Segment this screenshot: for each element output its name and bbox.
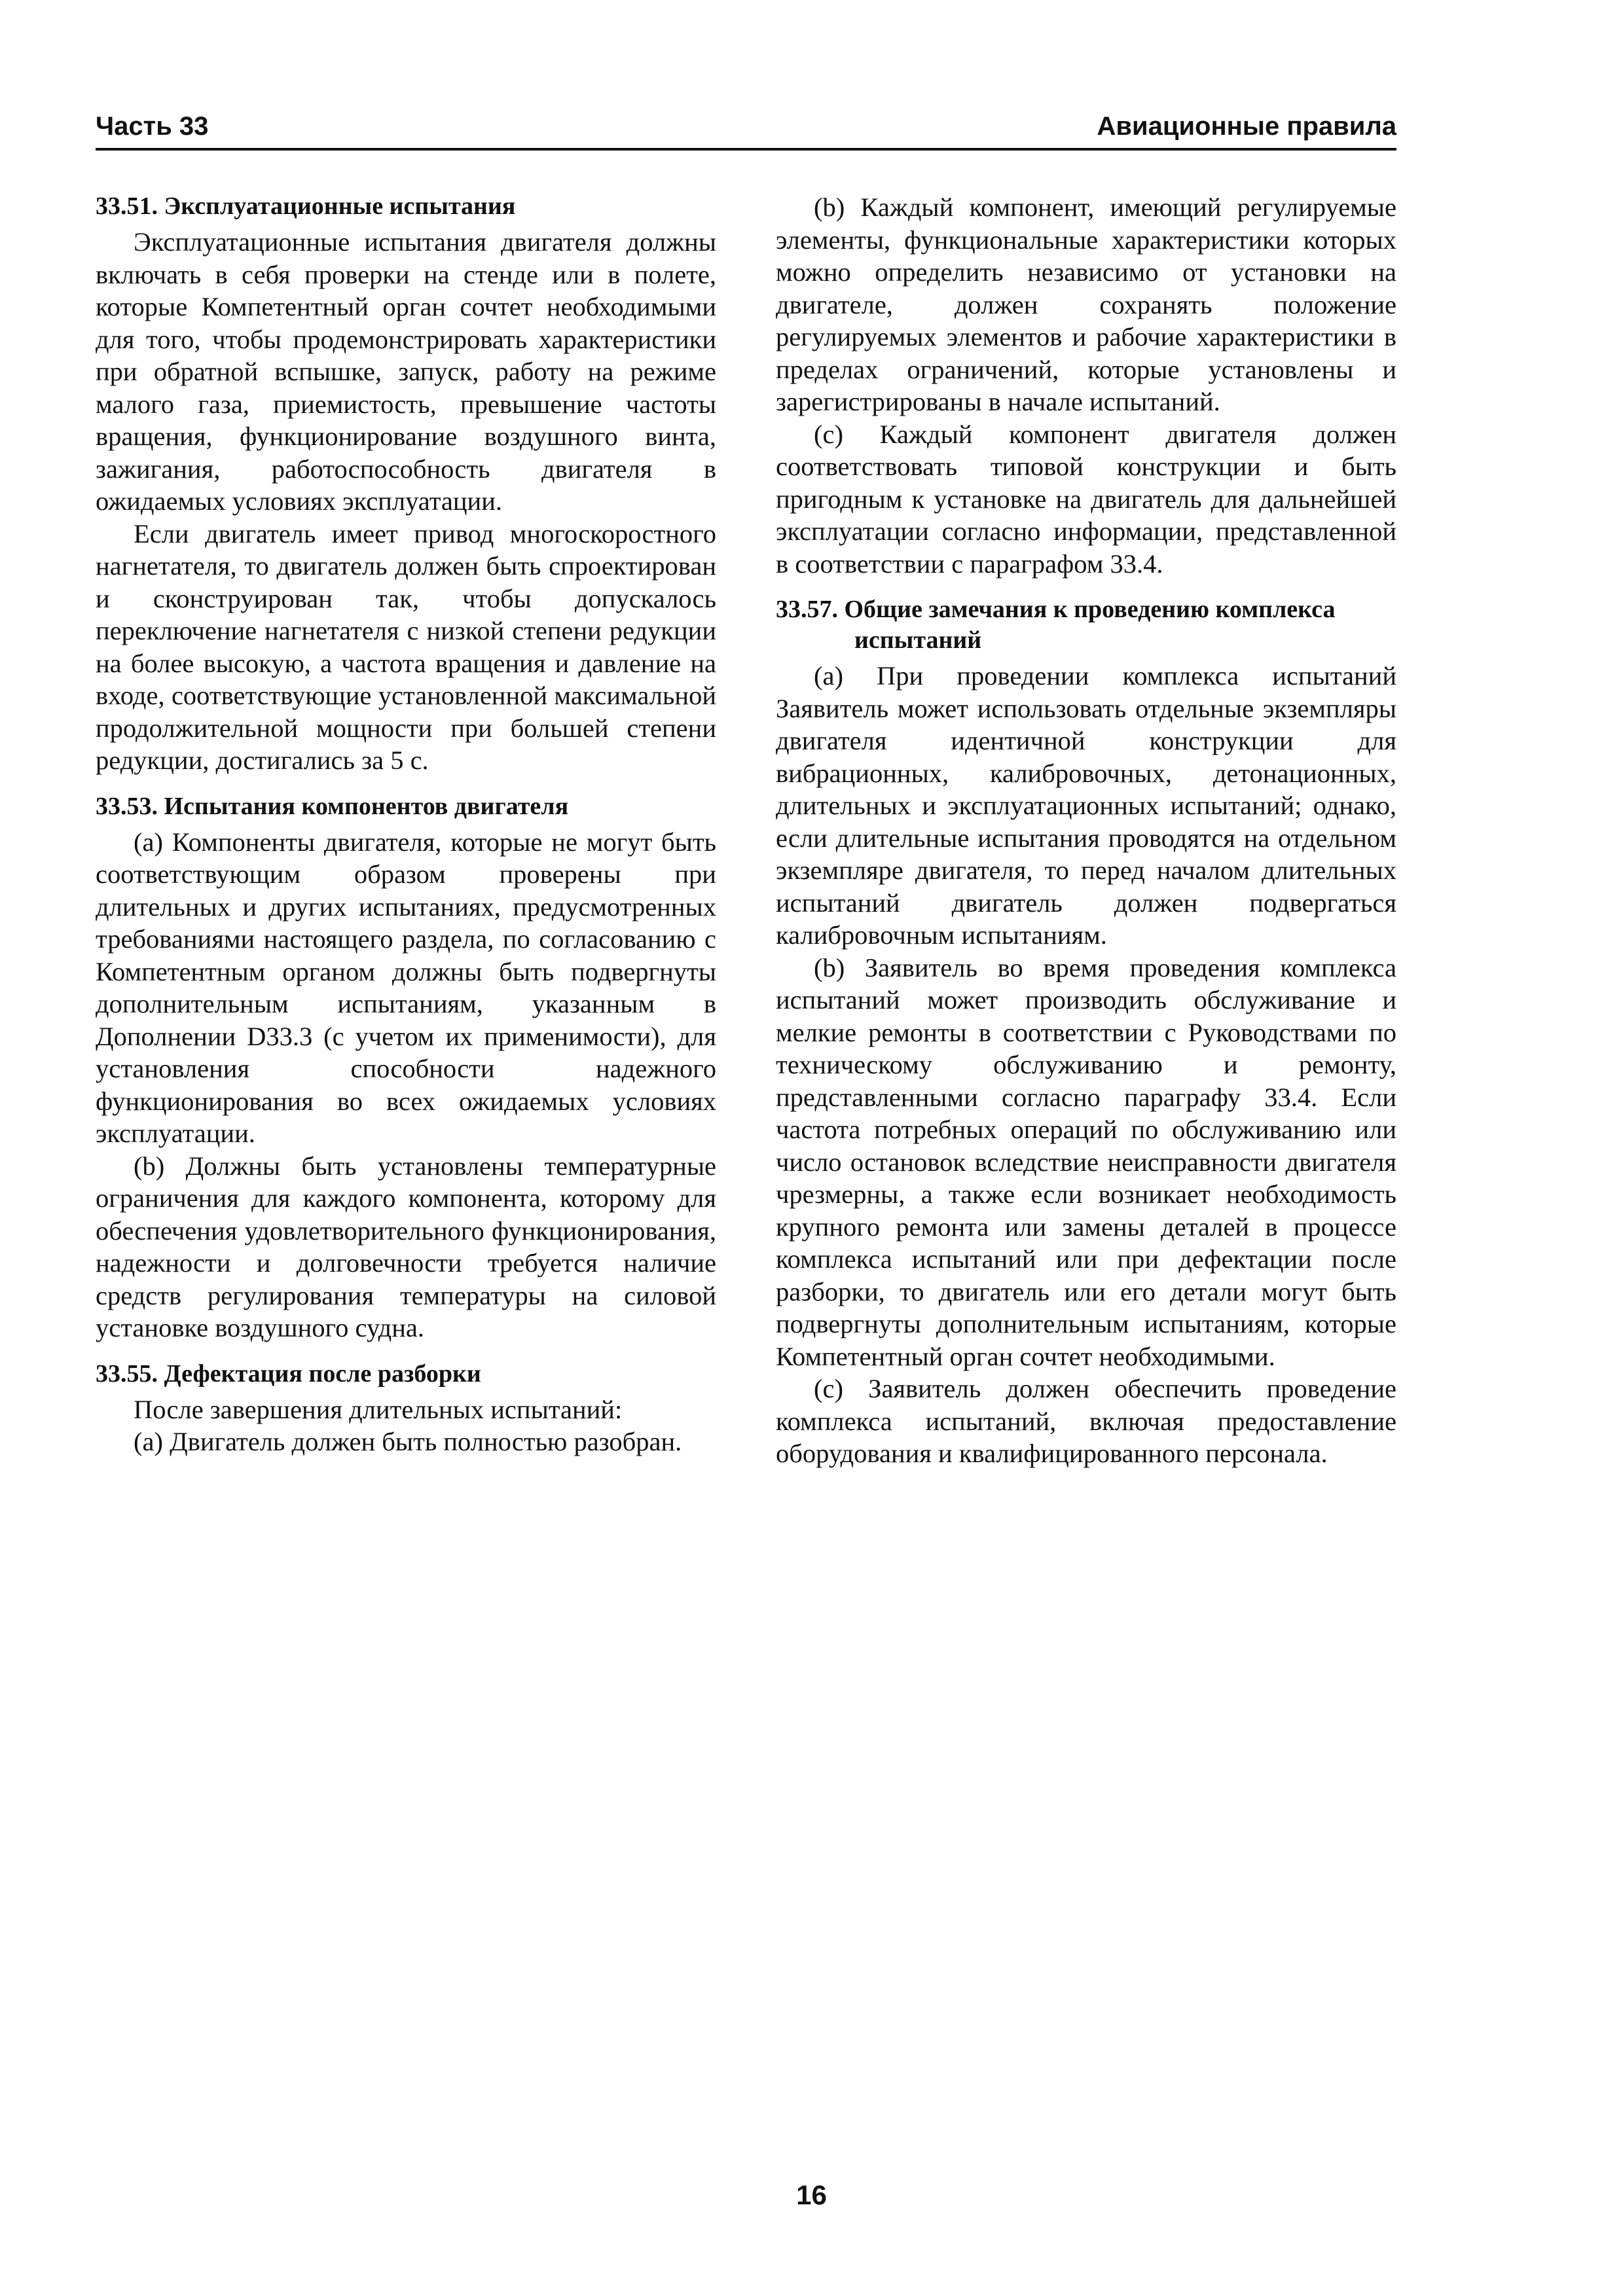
paragraph: (a) Двигатель должен быть полностью разобран. [134, 1427, 682, 1456]
section-heading: 33.53. Испытания компонентов двигателя [96, 792, 569, 820]
paragraph: (c) Каждый компонент двигателя должен соответствовать типовой конструкции и быть пригодным к установке на двигатель для дальнейшей эксплуатации согласно информации, представленной в соответствии с параграфом 33.4. [776, 419, 1396, 579]
paragraph: (a) Компоненты двигателя, которые не могут быть соответствующим образом проверены при длительных и других испытаниях, предусмотренных требованиями настоящего раздела, по согласованию с Компетентным органом должны быть подвергнуты дополнительным испытаниям, указанным в Дополнении D33.3 (с учетом их применимости), для установления способности надежного функционирования во всех ожидаемых условиях эксплуатации. [96, 827, 716, 1148]
running-header [96, 105, 1396, 151]
paragraph: Эксплуатационные испытания двигателя должны включать в себя проверки на стенде или в полете, которые Компетентный орган сочтет необходимыми для того, чтобы продемонстрировать характеристики при обратной вспышке, запуск, работу на режиме малого газа, приемистость, превышение частоты вращения, функционирование воздушного винта, зажигания, работоспособность двигателя в ожидаемых условиях эксплуатации. [96, 227, 716, 516]
section-33-55-continued [776, 191, 1396, 580]
section-heading: 33.51. Эксплуатационные испытания [96, 192, 516, 220]
paragraph: (b) Должны быть установлены температурные ограничения для каждого компонента, которому для обеспечения удовлетворительного функционирования, надежности и долговечности требуется наличие средств регулирования температуры на силовой установке воздушного судна. [96, 1151, 716, 1342]
paragraph: (b) Каждый компонент, имеющий регулируемые элементы, функциональные характеристики которых можно определить независимо от установки на двигателе, должен сохранять положение регулируемых элементов и рабочие характеристики в пределах ограничений, которые установлены и зарегистрированы в начале испытаний. [776, 192, 1396, 416]
section-heading: 33.55. Дефектация после разборки [96, 1359, 481, 1388]
right-column [776, 191, 1396, 1484]
section-heading: 33.57. Общие замечания к проведению комплекса испытаний [776, 596, 1336, 654]
page-number: 16 [796, 2179, 827, 2210]
section-33-57 [776, 594, 1396, 1470]
section-33-55 [96, 1359, 716, 1458]
paragraph: Если двигатель имеет привод многоскоростного нагнетателя, то двигатель должен быть спроектирован и сконструирован так, чтобы допускалось переключение нагнетателя с низкой степени редукции на более высокую, а частота вращения и давление на входе, соответствующие установленной максимальной продолжительной мощности при большей степени редукции, достигались за 5 с. [96, 518, 716, 775]
paragraph: (c) Заявитель должен обеспечить проведение комплекса испытаний, включая предоставление оборудования и квалифицированного персонала. [776, 1374, 1396, 1468]
paragraph: (a) При проведении комплекса испытаний Заявитель может использовать отдельные экземпляры двигателя идентичной конструкции для вибрационных, калибровочных, детонационных, длительных и эксплуатационных испытаний; однако, если длительные испытания проводятся на отдельном экземпляре двигателя, то перед началом длительных испытаний двигатель должен подвергаться калибровочным испытаниям. [776, 661, 1396, 950]
paragraph: (b) Заявитель во время проведения комплекса испытаний может производить обслуживание и мелкие ремонты в соответствии с Руководствами по техническому обслуживанию и ремонту, представленными согласно параграфу 33.4. Если частота потребных операций по обслуживанию или число остановок вследствие неисправности двигателя чрезмерны, а также если возникает необходимость крупного ремонта или замены деталей в процессе комплекса испытаний или при дефектации после разборки, то двигатель или его детали могут быть подвергнуты дополнительным испытаниям, которые Компетентный орган сочтет необходимыми. [776, 952, 1396, 1371]
document-title: Авиационные правила [1097, 112, 1396, 141]
section-33-53 [96, 791, 716, 1344]
paragraph: После завершения длительных испытаний: [134, 1394, 623, 1424]
section-33-51 [96, 191, 716, 777]
part-label: Часть 33 [96, 112, 209, 141]
left-column [96, 191, 716, 1473]
